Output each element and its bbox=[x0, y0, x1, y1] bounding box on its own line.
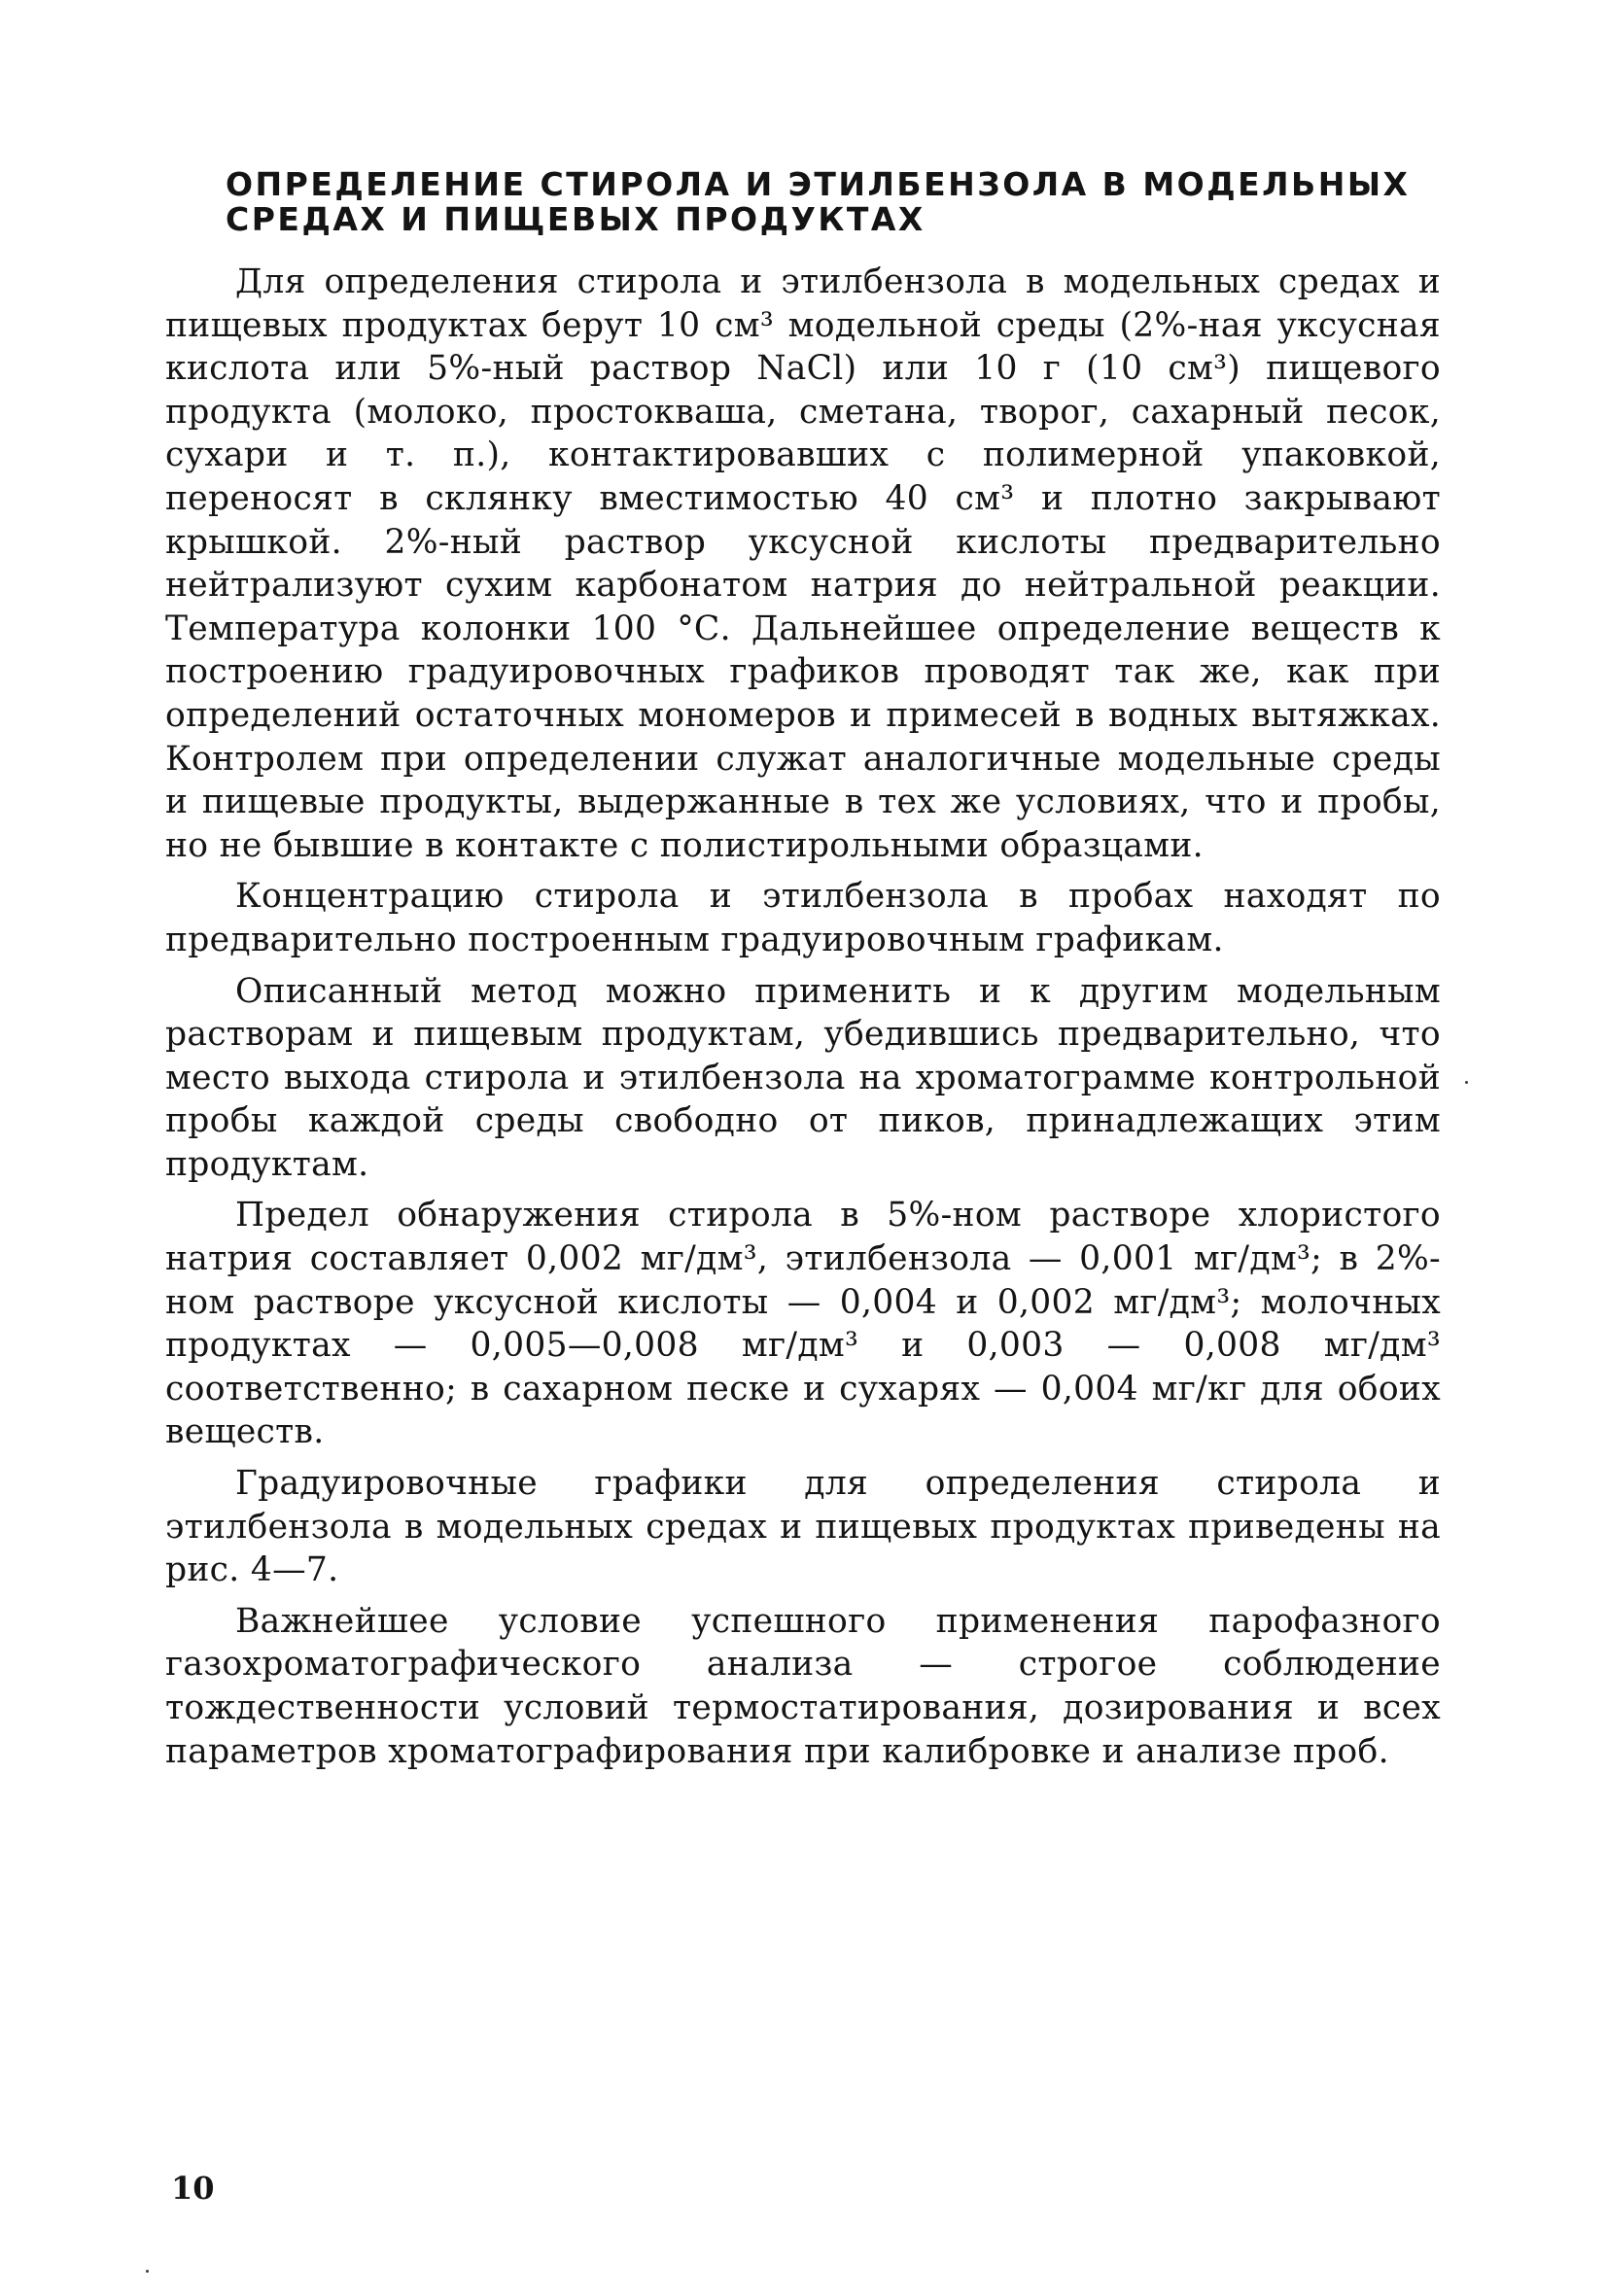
paragraph-applicability: Описанный метод можно применить и к другим модельным растворам и пищевым продуктам, убедившись предварительно, что место выхода стирола и этилбензола на хроматограмме контрольной пробы каждой среды свободно от пиков, принадлежащих этим продуктам. bbox=[165, 971, 1441, 1184]
section-heading bbox=[226, 167, 1441, 237]
paragraph-detection-limit: Предел обнаружения стирола в 5%-ном растворе хлористого натрия составляет 0,002 мг/дм³, этилбензола — 0,001 мг/дм³; в 2%-ном растворе уксусной кислоты — 0,004 и 0,002 мг/дм³; молочных продуктах — 0,005—0,008 мг/дм³ и 0,003 — 0,008 мг/дм³ соответственно; в сахарном песке и сухарях — 0,004 мг/кг для обоих веществ. bbox=[165, 1196, 1441, 1452]
heading-line-1: ОПРЕДЕЛЕНИЕ СТИРОЛА И ЭТИЛБЕНЗОЛА В МОДЕЛЬНЫХ bbox=[226, 165, 1411, 203]
scan-speck bbox=[1465, 1081, 1468, 1084]
heading-line-2: СРЕДАХ И ПИЩЕВЫХ ПРОДУКТАХ bbox=[226, 200, 926, 238]
scan-speck bbox=[146, 2270, 149, 2273]
page-number: 10 bbox=[171, 2170, 215, 2207]
body-text bbox=[165, 261, 1441, 1781]
paragraph-method: Для определения стирола и этилбензола в модельных средах и пищевых продуктах берут 10 см³ модельной среды (2%-ная уксусная кислота или 5%-ный раствор NaCl) или 10 г (10 см³) пищевого продукта (молоко, простокваша, сметана, творог, сахарный песок, сухари и т. п.), контактировавших с полимерной упаковкой, переносят в склянку вместимостью 40 см³ и плотно закрывают крышкой. 2%-ный раствор уксусной кислоты предварительно нейтрализуют сухим карбонатом натрия до нейтральной реакции. Температура колонки 100 °С. Дальнейшее определение веществ к построению градуировочных графиков проводят так же, как при определений остаточных мономеров и примесей в водных вытяжках. Контролем при определении служат аналогичные модельные среды и пищевые продукты, выдержанные в тех же условиях, что и пробы, но не бывшие в контакте с полистирольными образцами. bbox=[165, 262, 1441, 865]
paragraph-calibration-graphs: Градуировочные графики для определения стирола и этилбензола в модельных средах и пищевых продуктах приведены на рис. 4—7. bbox=[165, 1464, 1441, 1590]
paragraph-key-condition: Важнейшее условие успешного применения парофазного газохроматографического анализа — строгое соблюдение тождественности условий термостатирования, дозирования и всех параметров хроматографирования при калибровке и анализе проб. bbox=[165, 1601, 1441, 1771]
paragraph-concentration: Концентрацию стирола и этилбензола в пробах находят по предварительно построенным градуировочным графикам. bbox=[165, 877, 1441, 959]
